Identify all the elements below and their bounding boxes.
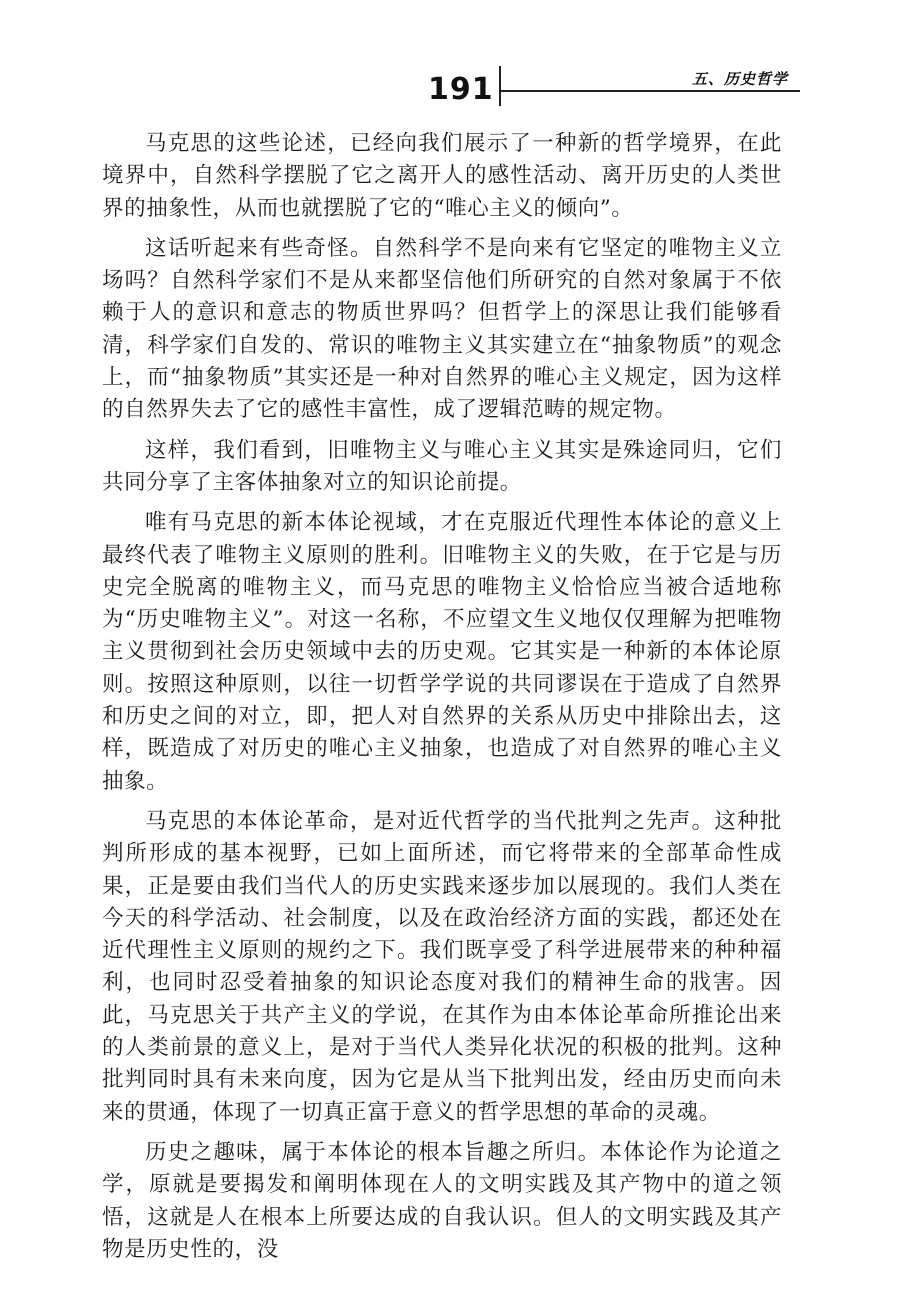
paragraph: 历史之趣味，属于本体论的根本旨趣之所归。本体论作为论道之学，原就是要揭发和阐明体现在人的文明实践及其产物中的道之领悟，这就是人在根本上所要达成的自我认识。但人的文明实践及其产物是历史性的，没 xyxy=(102,1139,782,1262)
header-vertical-rule xyxy=(499,66,501,106)
body-text xyxy=(102,128,782,1274)
paragraph: 马克思的本体论革命，是对近代哲学的当代批判之先声。这种批判所形成的基本视野，已如上面所述，而它将带来的全部革命性成果，正是要由我们当代人的历史实践来逐步加以展现的。我们人类在今天的科学活动、社会制度，以及在政治经济方面的实践，都还处在近代理性主义原则的规约之下。我们既享受了科学进展带来的种种福利，也同时忍受着抽象的知识论态度对我们的精神生命的戕害。因此，马克思关于共产主义的学说，在其作为由本体论革命所推论出来的人类前景的意义上，是对于当代人类异化状况的积极的批判。这种批判同时具有未来向度，因为它是从当下批判出发，经由历史而向未来的贯通，体现了一切真正富于意义的哲学思想的革命的灵魂。 xyxy=(102,808,782,1125)
paragraph: 这样，我们看到，旧唯物主义与唯心主义其实是殊途同归，它们共同分享了主客体抽象对立的知识论前提。 xyxy=(102,437,782,495)
page-header xyxy=(0,62,900,112)
section-title: 五、历史哲学 xyxy=(692,70,789,88)
page-number: 191 xyxy=(428,72,494,107)
paragraph: 唯有马克思的新本体论视域，才在克服近代理性本体论的意义上最终代表了唯物主义原则的胜利。旧唯物主义的失败，在于它是与历史完全脱离的唯物主义，而马克思的唯物主义恰恰应当被合适地称为“历史唯物主义”。对这一名称，不应望文生义地仅仅理解为把唯物主义贯彻到社会历史领域中去的历史观。它其实是一种新的本体论原则。按照这种原则，以往一切哲学学说的共同谬误在于造成了自然界和历史之间的对立，即，把人对自然界的关系从历史中排除出去，这样，既造成了对历史的唯心主义抽象，也造成了对自然界的唯心主义抽象。 xyxy=(102,510,782,794)
header-horizontal-rule xyxy=(501,90,800,92)
paragraph: 这话听起来有些奇怪。自然科学不是向来有它坚定的唯物主义立场吗？自然科学家们不是从来都坚信他们所研究的自然对象属于不依赖于人的意识和意志的物质世界吗？但哲学上的深思让我们能够看清，科学家们自发的、常识的唯物主义其实建立在“抽象物质”的观念上，而“抽象物质”其实还是一种对自然界的唯心主义规定，因为这样的自然界失去了它的感性丰富性，成了逻辑范畴的规定物。 xyxy=(102,235,782,423)
paragraph: 马克思的这些论述，已经向我们展示了一种新的哲学境界，在此境界中，自然科学摆脱了它之离开人的感性活动、离开历史的人类世界的抽象性，从而也就摆脱了它的“唯心主义的倾向”。 xyxy=(102,131,782,221)
